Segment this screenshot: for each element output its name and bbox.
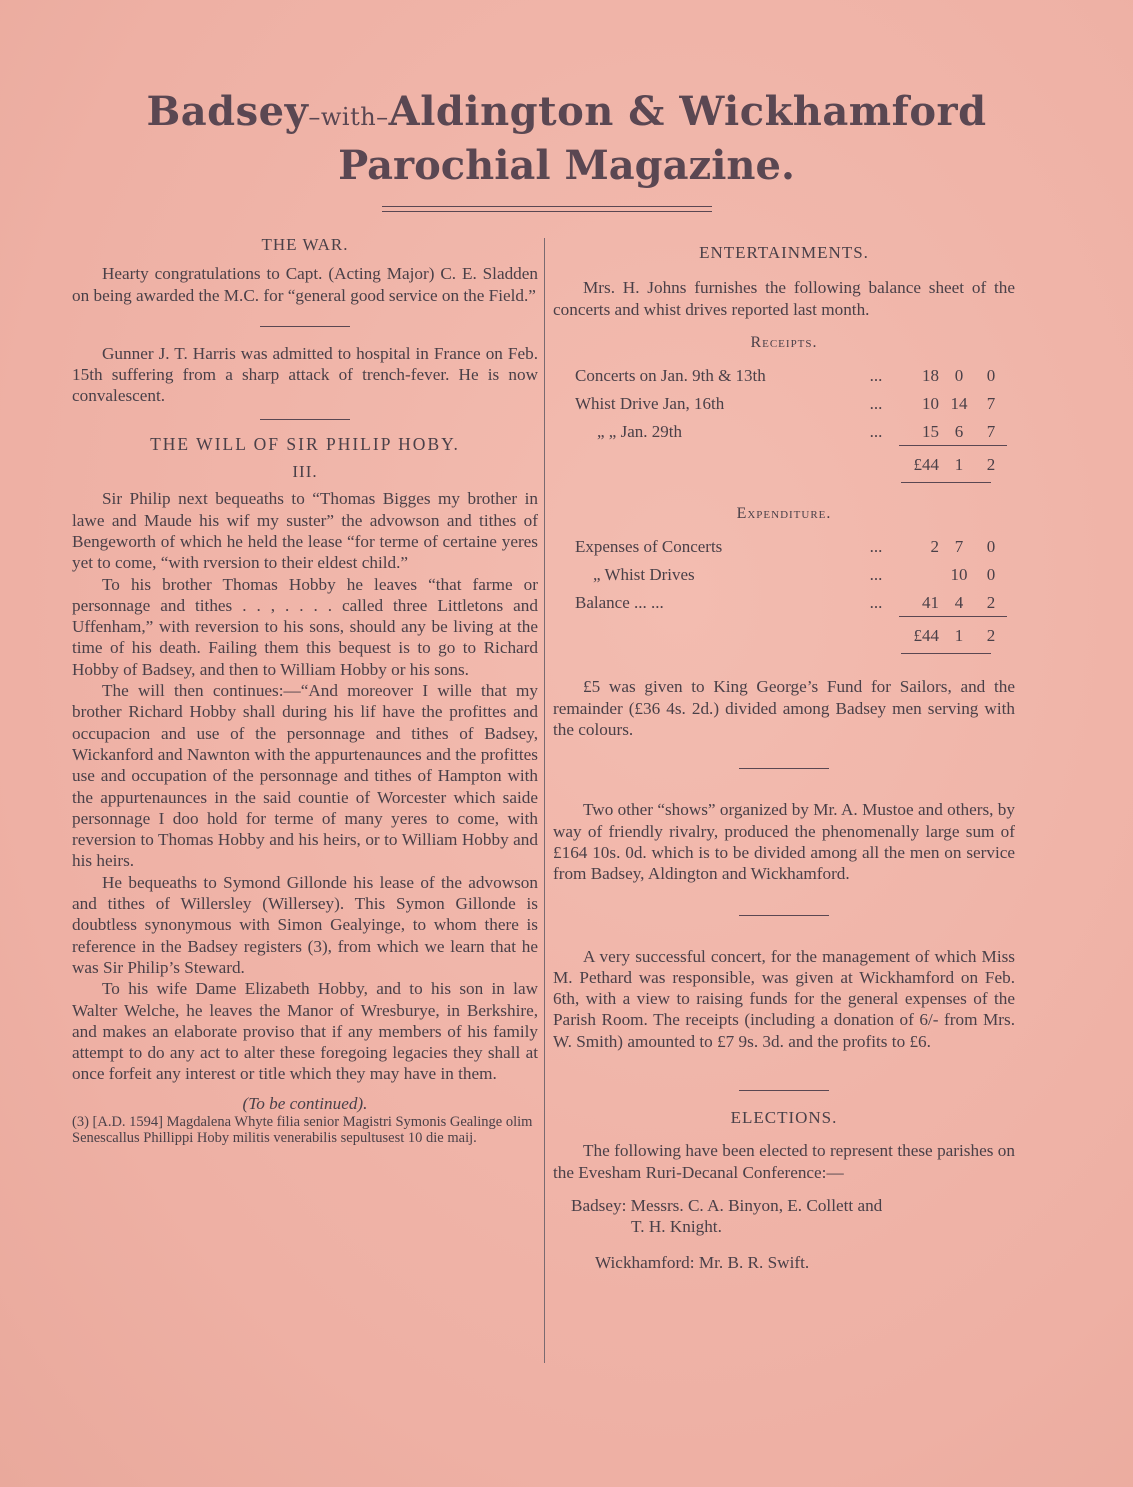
elections-badsey-cont: T. H. Knight. <box>631 1217 722 1237</box>
will-part-number: III. <box>292 462 318 482</box>
expenditure-shillings: 10 <box>950 564 968 584</box>
expenditure-shillings: 7 <box>954 536 964 556</box>
expenditure-row <box>575 532 1007 560</box>
expenditure-pence: 0 <box>986 564 996 584</box>
expenditure-total-pence: 2 <box>975 617 1007 654</box>
expenditure-total-pounds: £44 <box>899 617 943 654</box>
receipt-dots: ... <box>869 393 883 413</box>
receipt-row <box>575 361 1007 389</box>
receipt-pounds: 10 <box>922 393 939 413</box>
receipt-pounds: 15 <box>922 421 939 441</box>
elections-wickhamford: Wickhamford: Mr. B. R. Swift. <box>595 1252 810 1272</box>
masthead-with: –with– <box>308 103 389 131</box>
receipt-dots: ... <box>869 421 883 441</box>
receipt-row <box>575 417 1007 446</box>
receipts-heading: Receipts. <box>750 333 818 351</box>
war-paragraph-1: Hearty congratulations to Capt. (Acting Major) C. E. Sladden on being awarded the M.C. for “general good service on the Field.” <box>72 264 538 305</box>
receipts-total-pounds: £44 <box>899 446 943 483</box>
expenditure-dots: ... <box>869 536 883 556</box>
entertainments-paragraph-2: £5 was given to King George’s Fund for Sailors, and the remainder (£36 4s. 2d.) divided among Badsey men serving with the colours. <box>553 677 1015 740</box>
receipt-shillings: 6 <box>954 421 964 441</box>
to-be-continued: (To be continued). <box>242 1093 368 1113</box>
separator-rule <box>260 326 350 327</box>
entertainments-paragraph-3: Two other “shows” organized by Mr. A. Mustoe and others, by way of friendly rivalry, produced the phenomenally large sum of £164 10s. 0d. which is to be divided among all the men on service from Badsey, Aldington and Wickhamford. <box>553 800 1015 884</box>
expenditure-item: Balance ... ... <box>575 593 664 613</box>
receipts-total-pence: 2 <box>975 446 1007 483</box>
receipt-dots: ... <box>869 365 883 385</box>
will-paragraph-4: He bequeaths to Symond Gillonde his lease of the advowson and tithes of Willersley (Willersey). This Symon Gillonde is doubtless synonymous with Simon Gealyinge, to whom there is reference in the Badsey registers (3), from which we learn that he was Sir Philip’s Steward. <box>72 872 538 977</box>
will-paragraph-3: The will then continues:—“And moreover I wille that my brother Richard Hobby shall during his lif have the profittes and occupacion and use of the personnage and tithes of Badsey, Wickanford and Nawnton with the appurtenaunces and the profittes use and occupation of the personnage and tithes of Hampton with the appurtenaunces in the said countie of Worcester which saide personnage I doo hold for terme of many yeres to come, with reversion to Thomas Hobby and his heirs, or to William Hobby and his heirs. <box>72 681 538 871</box>
masthead-rule-top <box>382 206 712 207</box>
masthead-title-line1 <box>60 88 1073 135</box>
separator-rule <box>739 915 829 916</box>
expenditure-row <box>575 588 1007 617</box>
separator-rule <box>260 419 350 420</box>
expenditure-pounds: 2 <box>930 536 939 556</box>
receipts-table <box>575 361 1007 482</box>
war-paragraph-2: Gunner J. T. Harris was admitted to hospital in France on Feb. 15th suffering from a sharp attack of trench-fever. He is now convalescent. <box>72 343 538 406</box>
receipt-shillings: 0 <box>954 365 964 385</box>
expenditure-pounds: 41 <box>922 592 939 612</box>
expenditure-table <box>575 532 1007 653</box>
expenditure-total-row <box>575 617 1007 654</box>
expenditure-dots: ... <box>869 564 883 584</box>
expenditure-pence: 2 <box>986 592 996 612</box>
masthead-badsey: Badsey <box>146 88 309 135</box>
will-paragraph-2: To his brother Thomas Hobby he leaves “that farme or personnage and tithes . . , . . . . called three Littletons and Uffenham,” with reversion to his sons, should any be living at the time of his death. Failing them this bequest is to go to Richard Hobby of Badsey, and then to William Hobby or his sons. <box>72 574 538 679</box>
will-paragraph-1: Sir Philip next bequeaths to “Thomas Bigges my brother in lawe and Maude his wif my suster” the advowson and tithes of Bengeworth of which he held the lease “for terme of certaine yeres yet to come, “with rversion to their eldest child.” <box>72 489 538 573</box>
expenditure-total-underline <box>901 653 991 654</box>
expenditure-shillings: 4 <box>954 592 964 612</box>
separator-rule <box>739 768 829 769</box>
receipts-total-shillings: 1 <box>943 446 975 483</box>
receipt-pence: 7 <box>986 421 996 441</box>
expenditure-item: Expenses of Concerts <box>575 536 723 556</box>
expenditure-total-shillings: 1 <box>943 617 975 654</box>
receipt-item: „ „ Jan. 29th <box>597 421 682 441</box>
footnote: (3) [A.D. 1594] Magdalena Whyte filia senior Magistri Symonis Gealinge olim Senescallus Phillippi Hoby militis venerabilis sepultusest 10 die maij. <box>72 1113 533 1146</box>
column-divider <box>544 238 545 1363</box>
receipt-shillings: 14 <box>950 393 968 413</box>
receipt-item: Whist Drive Jan, 16th <box>575 393 725 413</box>
expenditure-heading: Expenditure. <box>736 505 832 523</box>
elections-badsey: Badsey: Messrs. C. A. Binyon, E. Collett and <box>571 1195 883 1215</box>
masthead-rule-bottom <box>382 211 712 212</box>
elections-intro: The following have been elected to represent these parishes on the Evesham Ruri-Decanal Conference:— <box>553 1141 1015 1182</box>
right-column <box>553 242 1015 1273</box>
elections-heading: ELECTIONS. <box>730 1108 838 1128</box>
receipt-row <box>575 389 1007 417</box>
masthead-aldington: Aldington & Wickhamford <box>388 88 987 135</box>
entertainments-intro: Mrs. H. Johns furnishes the following balance sheet of the concerts and whist drives reported last month. <box>553 278 1015 319</box>
expenditure-item: „ Whist Drives <box>593 564 695 584</box>
receipts-total-underline <box>901 482 991 483</box>
receipt-pence: 0 <box>986 365 996 385</box>
expenditure-dots: ... <box>869 593 883 613</box>
masthead-title-line2: Parochial Magazine. <box>338 142 795 189</box>
entertainments-paragraph-4: A very successful concert, for the management of which Miss M. Pethard was responsible, was given at Wickhamford on Feb. 6th, with a view to raising funds for the general expenses of the Parish Room. The receipts (including a donation of 6/- from Mrs. W. Smith) amounted to £7 9s. 3d. and the profits to £6. <box>553 946 1015 1051</box>
separator-rule <box>739 1090 829 1091</box>
receipt-pounds: 18 <box>922 365 939 385</box>
expenditure-pounds <box>899 560 943 588</box>
receipt-item: Concerts on Jan. 9th & 13th <box>575 365 766 385</box>
will-paragraph-5: To his wife Dame Elizabeth Hobby, and to his son in law Walter Welche, he leaves the Manor of Wresburye, in Berkshire, and makes an elaborate proviso that if any members of his family attempt to do any act to alter these foregoing legacies they shall at once forfeit any interest or title which they may have in them. <box>72 979 538 1084</box>
expenditure-row <box>575 560 1007 588</box>
left-column <box>72 234 538 1146</box>
receipt-pence: 7 <box>986 393 996 413</box>
receipts-total-row <box>575 446 1007 483</box>
entertainments-heading: ENTERTAINMENTS. <box>699 243 869 262</box>
war-heading: THE WAR. <box>261 235 349 254</box>
expenditure-pence: 0 <box>986 536 996 556</box>
will-heading: THE WILL OF SIR PHILIP HOBY. <box>150 433 460 454</box>
